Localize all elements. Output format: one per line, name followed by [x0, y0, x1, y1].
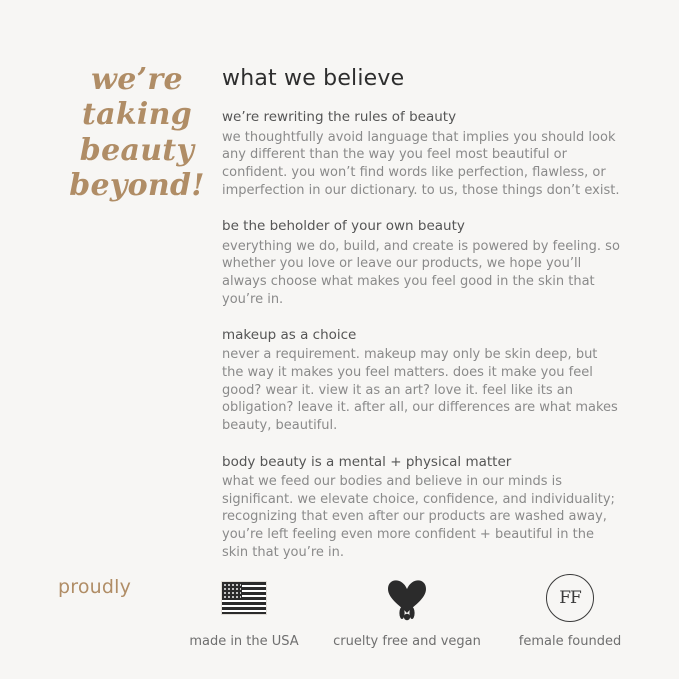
badge-caption: female founded — [518, 634, 622, 649]
belief-section-3 — [222, 326, 622, 435]
female-founded-seal-icon — [490, 570, 650, 626]
section-heading: be the beholder of your own beauty — [222, 218, 465, 235]
belief-section-4 — [222, 453, 622, 562]
headline-line-2: taking — [81, 97, 193, 133]
section-heading: makeup as a choice — [222, 327, 357, 344]
headline-line-3: beauty — [79, 132, 195, 168]
headline-block — [62, 62, 212, 204]
badge-female-founded — [490, 570, 650, 650]
belief-section-2 — [222, 217, 622, 308]
badge-caption: made in the USA — [189, 634, 299, 649]
headline-line-4: beyond! — [69, 168, 205, 204]
content-column — [222, 66, 622, 561]
badge-cruelty-free-vegan — [327, 570, 487, 650]
section-body: everything we do, build, and create is powered by feeling. so whether you love or leave our products, we hope you’ll always choose what makes you feel good in the skin that you’re in. — [222, 238, 620, 307]
badge-made-in-usa — [164, 570, 324, 650]
belief-section-1 — [222, 108, 622, 199]
section-body: we thoughtfully avoid language that implies you should look any different than the way you feel most beautiful or confident. you won’t find words like perfection, flawless, or imperfection in our dictionary. to us, those things don’t exist. — [222, 129, 620, 198]
usa-flag-icon — [164, 570, 324, 626]
headline-line-1: we’re — [91, 62, 183, 97]
footer-badges — [0, 560, 679, 670]
section-body: never a requirement. makeup may only be skin deep, but the way it makes you feel matters. does it make you feel good? wear it. view it as an art? love it. feel like its an obligation? leave it. after all, our differences are what makes beauty, beautiful. — [222, 347, 618, 434]
badge-caption: cruelty free and vegan — [333, 634, 481, 649]
section-heading: we’re rewriting the rules of beauty — [222, 109, 457, 126]
seal-monogram: FF — [546, 574, 594, 622]
section-body: what we feed our bodies and believe in our minds is significant. we elevate choice, confidence, and individuality; recognizing that even after our products are washed away, you’re left feeling even more confident + beautiful in the skin that you’re in. — [222, 474, 615, 560]
bunny-heart-icon — [327, 570, 487, 626]
section-heading: body beauty is a mental + physical matter — [222, 453, 512, 470]
proudly-label: proudly — [58, 576, 132, 598]
page-title: what we believe — [222, 66, 405, 91]
